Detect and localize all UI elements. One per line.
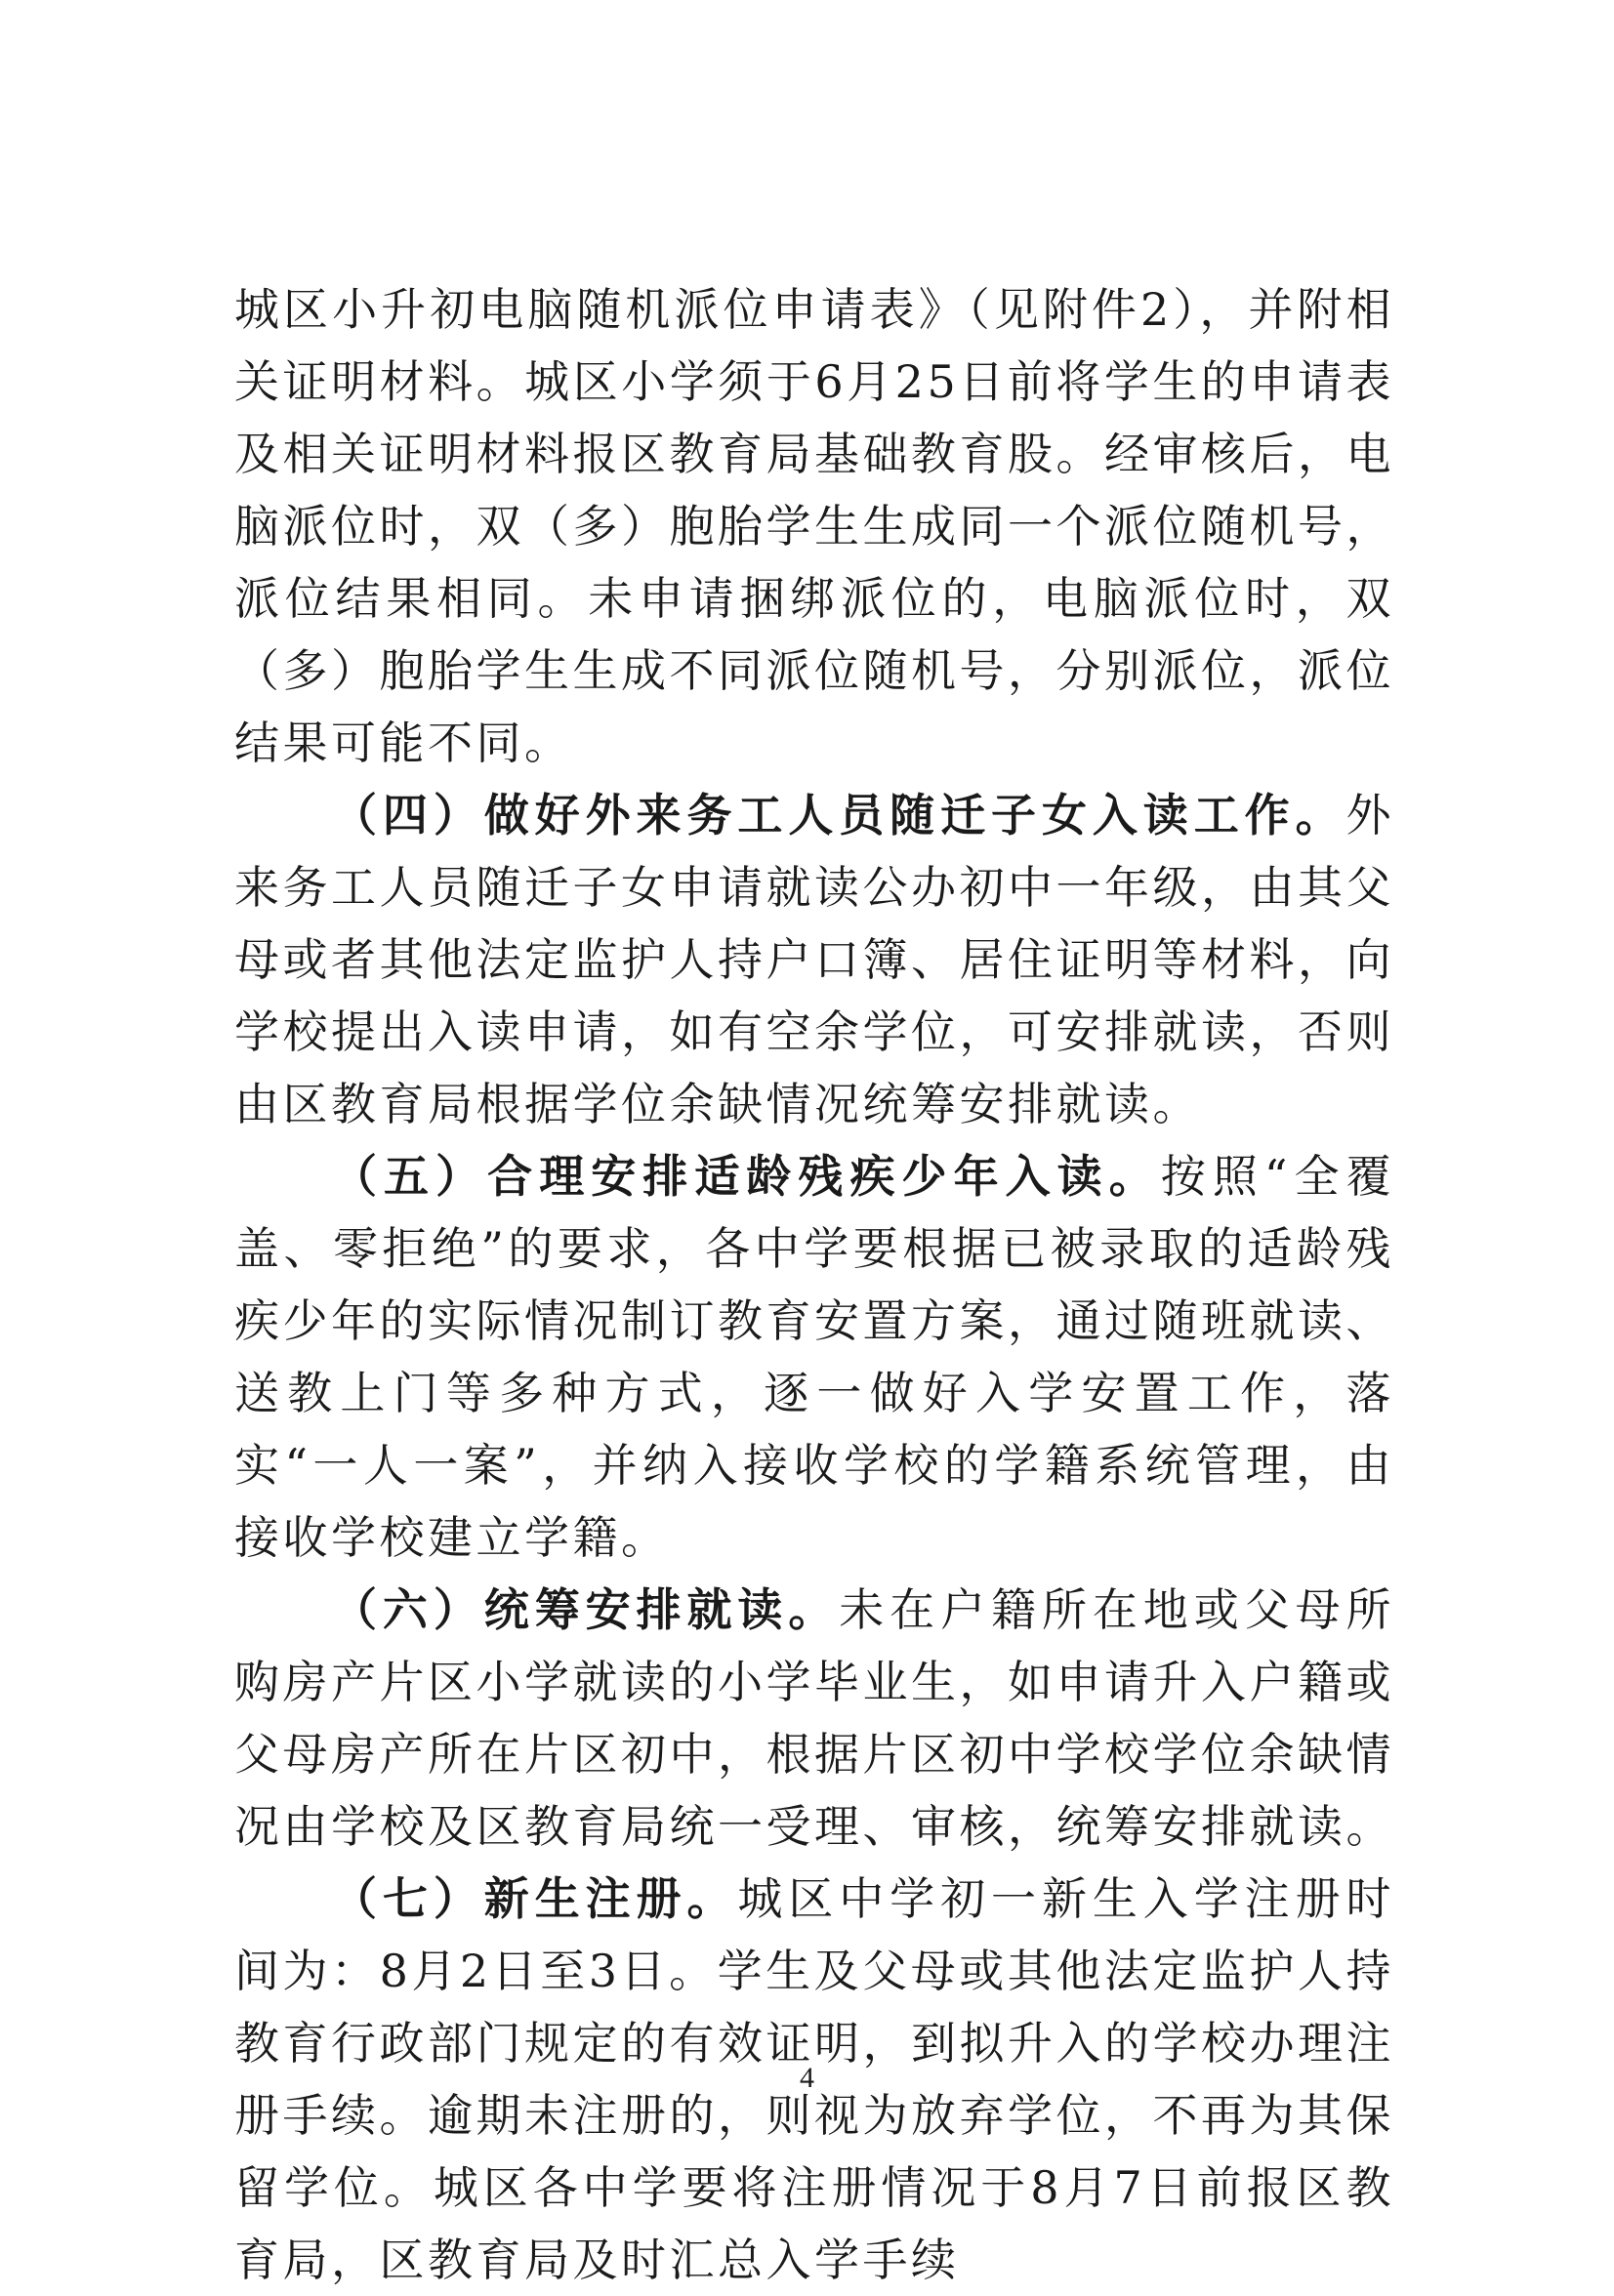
paragraph-text: 外来务工人员随迁子女申请就读公办初中一年级，由其父母或者其他法定监护人持户口簿、居住证明等材料，向学校提出入读申请，如有空余学位，可安排就读，否则由区教育局根据学位余缺情况统筹安排就读。 <box>234 789 1394 1130</box>
paragraph-text: 城区小升初电脑随机派位申请表》（见附件2），并附相关证明材料。城区小学须于6月25日前将学生的申请表及相关证明材料报区教育局基础教育股。经审核后，电脑派位时，双（多）胞胎学生生成同一个派位随机号，派位结果相同。未申请捆绑派位的，电脑派位时，双（多）胞胎学生生成不同派位随机号，分别派位，派位结果可能不同。 <box>234 283 1394 769</box>
paragraph-disabled-children <box>234 1140 1394 1574</box>
paragraph-text: 未在户籍所在地或父母所购房产片区小学就读的小学毕业生，如申请升入户籍或父母房产所在片区初中，根据片区初中学校学位余缺情况由学校及区教育局统一受理、审核，统筹安排就读。 <box>234 1583 1395 1853</box>
paragraph-migrant-children <box>234 779 1394 1140</box>
paragraph-text: 按照“全覆盖、零拒绝”的要求，各中学要根据已被录取的适龄残疾少年的实际情况制订教育安置方案，通过随班就读、送教上门等多种方式，逐一做好入学安置工作，落实“一人一案”，并纳入接收学校的学籍系统管理，由接收学校建立学籍。 <box>234 1150 1394 1564</box>
page-number: 4 <box>800 2062 814 2094</box>
paragraph-coordinated-enrollment <box>234 1574 1394 1863</box>
paragraph-heading: （七）新生注册。 <box>332 1872 738 1925</box>
paragraph-heading: （五）合理安排适龄残疾少年入读。 <box>332 1150 1161 1203</box>
paragraph-text: 城区中学初一新生入学注册时间为：8月2日至3日。学生及父母或其他法定监护人持教育行政部门规定的有效证明，到拟升入的学校办理注册手续。逾期未注册的，则视为放弃学位，不再为其保留学位。城区各中学要将注册情况于8月7日前报区教育局，区教育局及时汇总入学手续 <box>234 1872 1395 2286</box>
paragraph-heading: （四）做好外来务工人员随迁子女入读工作。 <box>332 789 1346 841</box>
paragraph-heading: （六）统筹安排就读。 <box>332 1583 840 1636</box>
document-body <box>234 273 1394 2296</box>
paragraph-continuation <box>234 273 1394 779</box>
